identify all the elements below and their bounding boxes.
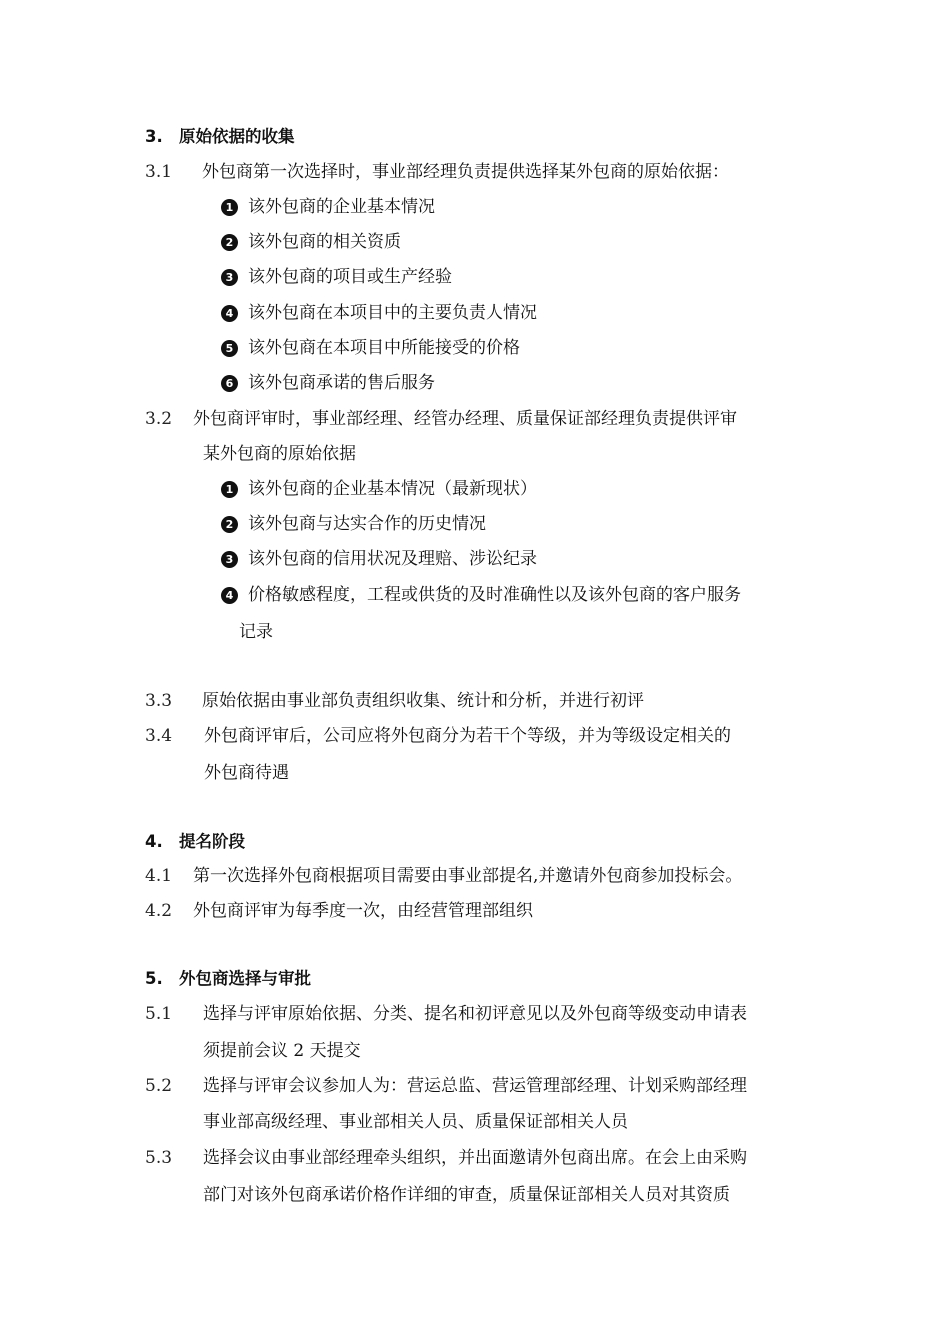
- numbered-bullet-icon: 4: [221, 305, 238, 322]
- paragraph-number: 3.1: [145, 162, 173, 182]
- list-item-text: 该外包商的相关资质: [248, 232, 401, 252]
- list-item-text: 该外包商与达实合作的历史情况: [248, 514, 486, 534]
- section-5-number: 5.: [145, 969, 163, 988]
- paragraph-4-2: [145, 900, 533, 922]
- list-item: [221, 548, 537, 570]
- paragraph-text: 第一次选择外包商根据项目需要由事业部提名,并邀请外包商参加投标会。: [193, 866, 743, 886]
- section-3-number: 3.: [145, 127, 163, 146]
- paragraph-text: 选择会议由事业部经理牵头组织，并出面邀请外包商出席。在会上由采购: [203, 1148, 747, 1168]
- paragraph-number: 3.2: [145, 409, 173, 429]
- list-item: [221, 372, 435, 394]
- paragraph-text: 部门对该外包商承诺价格作详细的审查，质量保证部相关人员对其资质: [203, 1185, 730, 1205]
- paragraph-5-1: [145, 1003, 747, 1025]
- paragraph-3-2: [145, 408, 737, 430]
- paragraph-3-4: [145, 725, 731, 747]
- paragraph-5-1-continuation: [203, 1040, 361, 1062]
- list-item: [221, 513, 486, 535]
- list-item-text: 该外包商承诺的售后服务: [248, 373, 435, 393]
- paragraph-text: 原始依据由事业部负责组织收集、统计和分析，并进行初评: [202, 691, 644, 711]
- paragraph-3-4-continuation: [204, 762, 289, 784]
- list-item-continuation: [239, 621, 273, 643]
- paragraph-number: 5.3: [145, 1148, 173, 1168]
- paragraph-text: 选择与评审会议参加人为：营运总监、营运管理部经理、计划采购部经理: [203, 1076, 747, 1096]
- paragraph-number: 4.2: [145, 901, 173, 921]
- paragraph-text: 外包商第一次选择时，事业部经理负责提供选择某外包商的原始依据：: [202, 162, 729, 182]
- section-4-number: 4.: [145, 832, 163, 851]
- paragraph-text: 外包商评审为每季度一次，由经营管理部组织: [193, 901, 533, 921]
- paragraph-text: 须提前会议 2 天提交: [203, 1041, 361, 1061]
- section-3-title: 原始依据的收集: [179, 127, 295, 146]
- list-item-text: 该外包商在本项目中的主要负责人情况: [248, 303, 537, 323]
- numbered-bullet-icon: 3: [221, 269, 238, 286]
- list-item: [221, 478, 537, 500]
- paragraph-5-3: [145, 1147, 747, 1169]
- paragraph-number: 5.2: [145, 1076, 173, 1096]
- list-item: [221, 302, 537, 324]
- paragraph-4-1: [145, 865, 742, 887]
- paragraph-text: 外包商待遇: [204, 763, 289, 783]
- paragraph-number: 3.3: [145, 691, 173, 711]
- paragraph-number: 3.4: [145, 726, 173, 746]
- numbered-bullet-icon: 4: [221, 587, 238, 604]
- section-4-title: 提名阶段: [179, 832, 245, 851]
- numbered-bullet-icon: 2: [221, 234, 238, 251]
- list-item: [221, 231, 401, 253]
- paragraph-number: 4.1: [145, 866, 173, 886]
- list-item: [221, 266, 452, 288]
- numbered-bullet-icon: 1: [221, 199, 238, 216]
- paragraph-3-2-continuation: [203, 443, 356, 465]
- paragraph-number: 5.1: [145, 1004, 173, 1024]
- paragraph-text: 外包商评审后，公司应将外包商分为若干个等级，并为等级设定相关的: [204, 726, 731, 746]
- section-5-title: 外包商选择与审批: [179, 969, 311, 988]
- paragraph-text: 选择与评审原始依据、分类、提名和初评意见以及外包商等级变动申请表: [203, 1004, 747, 1024]
- section-5-heading: [145, 968, 311, 990]
- list-item-text: 该外包商的项目或生产经验: [248, 267, 452, 287]
- numbered-bullet-icon: 6: [221, 375, 238, 392]
- paragraph-5-2-continuation: [203, 1111, 628, 1133]
- list-item: [221, 584, 741, 606]
- list-item-text: 该外包商的企业基本情况（最新现状）: [248, 479, 537, 499]
- numbered-bullet-icon: 3: [221, 551, 238, 568]
- section-4-heading: [145, 831, 245, 853]
- paragraph-3-3: [145, 690, 644, 712]
- paragraph-text: 某外包商的原始依据: [203, 444, 356, 464]
- paragraph-text: 事业部高级经理、事业部相关人员、质量保证部相关人员: [203, 1112, 628, 1132]
- list-item-text: 记录: [239, 622, 273, 642]
- list-item-text: 该外包商的信用状况及理赔、涉讼纪录: [248, 549, 537, 569]
- numbered-bullet-icon: 1: [221, 481, 238, 498]
- list-item: [221, 337, 520, 359]
- list-item: [221, 196, 435, 218]
- list-item-text: 该外包商的企业基本情况: [248, 197, 435, 217]
- list-item-text: 该外包商在本项目中所能接受的价格: [248, 338, 520, 358]
- list-item-text: 价格敏感程度，工程或供货的及时准确性以及该外包商的客户服务: [248, 585, 741, 605]
- paragraph-3-1: [145, 161, 729, 183]
- numbered-bullet-icon: 2: [221, 516, 238, 533]
- paragraph-5-2: [145, 1075, 747, 1097]
- numbered-bullet-icon: 5: [221, 340, 238, 357]
- paragraph-5-3-continuation: [203, 1184, 730, 1206]
- section-3-heading: [145, 126, 295, 148]
- paragraph-text: 外包商评审时，事业部经理、经管办经理、质量保证部经理负责提供评审: [193, 409, 737, 429]
